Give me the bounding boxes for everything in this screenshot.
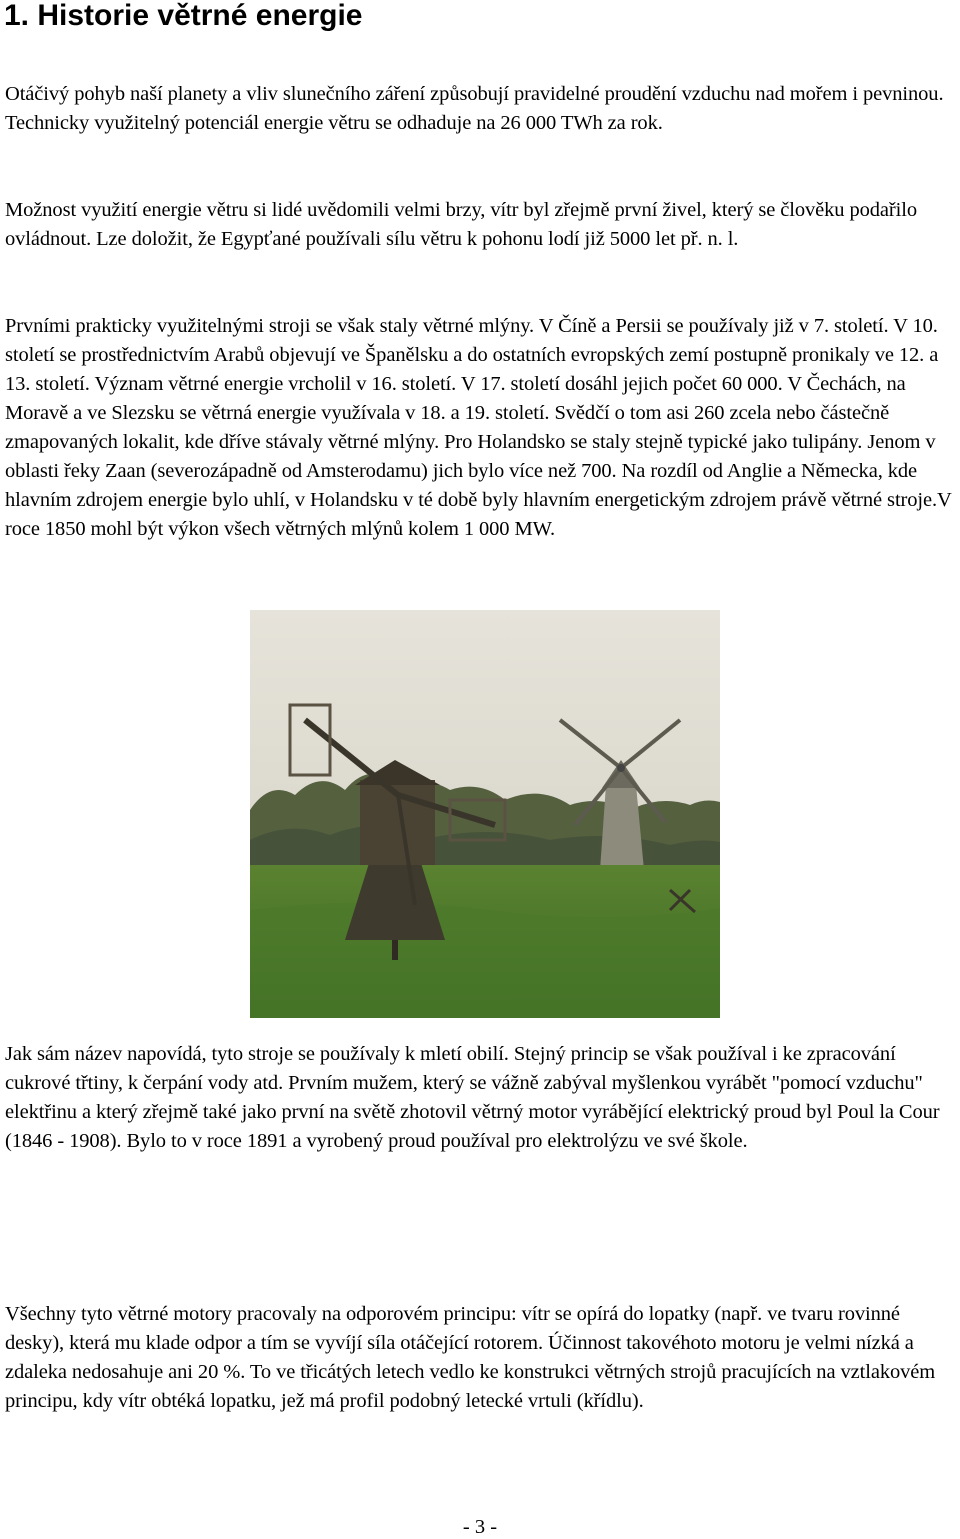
paragraph-mill-usage: Jak sám název napovídá, tyto stroje se používaly k mletí obilí. Stejný princip se však používal i ke zpracování cukrové třtiny, k čerpání vody atd. Prvním mužem, který se vážně zabýval myšlenkou vyrábět "pomocí vzduchu" elektřinu a který zřejmě také jako první na světě zhotovil větrný motor vyrábějící elektrický proud byl Poul la Cour (1846 - 1908). Bylo to v roce 1891 a vyrobený proud používal pro elektrolýzu ve své škole. — [5, 1043, 940, 1152]
paragraph-windmills-history: Prvními prakticky využitelnými stroji se však staly větrné mlýny. V Číně a Persii se používaly již v 7. století. V 10. století se prostřednictvím Arabů objevují ve Španělsku a do ostatních evropských zemí postupně pronikaly ve 12. a 13. století. Význam větrné energie vrcholil v 16. století. V 17. století dosáhl jejich počet 60 000. V Čechách, na Moravě a ve Slezsku se větrná energie využívala v 18. a 19. století. Svědčí o tom asi 260 zcela nebo částečně zmapovaných lokalit, kde dříve stávaly větrné mlýny. Pro Holandsko se staly stejně typické jako tulipány. Jenom v oblasti řeky Zaan (severozápadně od Amsterodamu) jich bylo více než 700. Na rozdíl od Anglie a Německa, kde hlavním zdrojem energie bylo uhlí, v Holandsku v té době byly hlavním energetickým zdrojem právě větrné stroje.V roce 1850 mohl být výkon všech větrných mlýnů kolem 1 000 MW. — [5, 315, 952, 540]
paragraph-early-use: Možnost využití energie větru si lidé uvědomili velmi brzy, vítr byl zřejmě první živel, který se člověku podařilo ovládnout. Lze doložit, že Egypťané používali sílu větru k pohonu lodí již 5000 let př. n. l. — [5, 199, 918, 250]
page-number: - 3 - — [462, 1516, 498, 1538]
paragraph-drag-principle: Všechny tyto větrné motory pracovaly na odporovém principu: vítr se opírá do lopatky (např. ve tvaru rovinné desky), která mu klade odpor a tím se vyvíjí síla otáčející rotorem. Účinnost takovéhoto motoru je velmi nízká a zdaleka nedosahuje ani 20 %. To ve třicátých letech vedlo ke konstrukci větrných strojů pracujících na vztlakovém principu, kdy vítr obtéká lopatku, jež má profil podobný letecké vrtuli (křídlu). — [5, 1303, 936, 1412]
windmills-photo — [250, 610, 720, 1018]
paragraph-wind-potential: Otáčivý pohyb naší planety a vliv slunečního záření způsobují pravidelné proudění vzduchu nad mořem i pevninou. Technicky využitelný potenciál energie větru se odhaduje na 26 000 TWh za rok. — [5, 83, 944, 134]
windmills-illustration — [250, 610, 720, 1018]
section-heading: 1. Historie větrné energie — [4, 0, 363, 32]
